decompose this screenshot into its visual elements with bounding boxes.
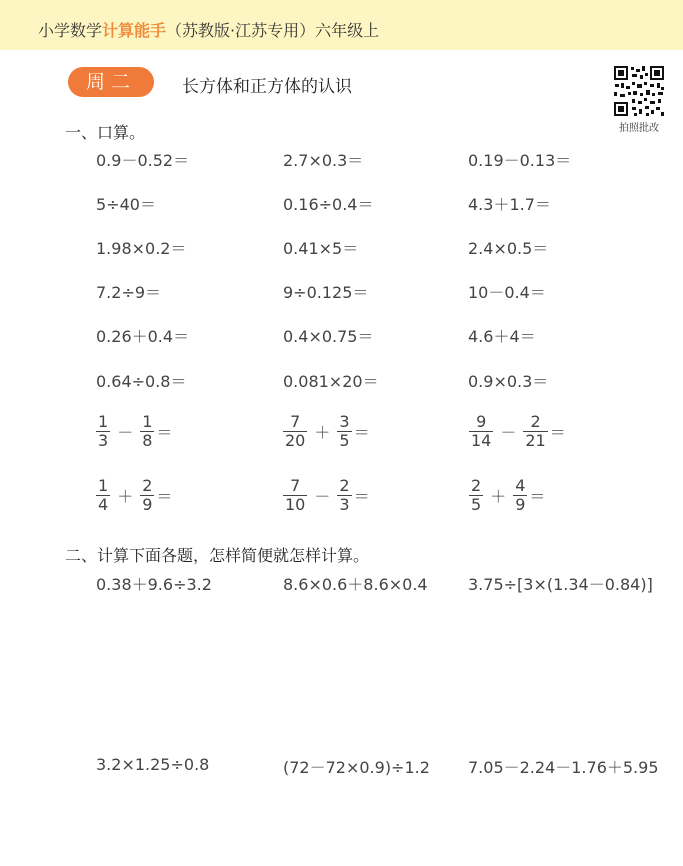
equals-sign: ＝ [549,423,566,442]
numerator: 1 [98,476,109,495]
fraction [513,477,527,514]
fraction [96,477,110,514]
equals-sign: ＝ [353,423,370,442]
denominator: 5 [471,495,482,514]
denominator: 3 [339,495,350,514]
oral-item: 0.19－0.13＝ [468,151,572,170]
denominator: 10 [285,495,306,514]
calc-problem: 7.05－2.24－1.76＋5.95 [468,758,659,777]
section-2-title: 二、计算下面各题，怎样简便就怎样计算。 [65,546,370,565]
oral-item: 4.3＋1.7＝ [468,195,551,214]
fraction [523,413,547,450]
calc-problem: 3.2×1.25÷0.8 [96,755,210,774]
fraction-item [467,477,545,514]
equals-sign: ＝ [529,487,546,506]
lesson-title: 长方体和正方体的认识 [182,77,352,97]
calc-problem: (72－72×0.9)÷1.2 [283,758,430,777]
denominator: 4 [98,495,109,514]
denominator: 8 [142,431,153,450]
fraction-item [94,413,172,450]
operator: ＋ [490,487,507,506]
fraction [337,413,351,450]
book-title-prefix: 小学数学 [38,21,103,40]
numerator: 2 [339,476,350,495]
oral-item: 7.2÷9＝ [96,283,162,302]
numerator: 2 [142,476,153,495]
book-title [38,18,379,41]
oral-item: 4.6＋4＝ [468,327,536,346]
oral-item: 9÷0.125＝ [283,283,369,302]
day-badge: 周二 [68,67,154,97]
oral-item: 0.41×5＝ [283,239,359,258]
operator: － [117,423,134,442]
qr-code-icon [612,64,666,118]
oral-item: 0.9×0.3＝ [468,372,549,391]
qr-label: 拍照批改 [619,123,659,134]
fraction [140,413,154,450]
numerator: 3 [339,412,350,431]
fraction [283,477,307,514]
numerator: 4 [515,476,526,495]
fraction-item [94,477,172,514]
fraction-item [467,413,566,450]
oral-item: 0.16÷0.4＝ [283,195,374,214]
numerator: 7 [290,412,301,431]
page-header [0,0,683,50]
fraction [337,477,351,514]
denominator: 9 [515,495,526,514]
numerator: 2 [530,412,541,431]
oral-item: 1.98×0.2＝ [96,239,187,258]
oral-item: 10－0.4＝ [468,283,546,302]
equals-sign: ＝ [353,487,370,506]
oral-item: 0.64÷0.8＝ [96,372,187,391]
denominator: 9 [142,495,153,514]
denominator: 5 [339,431,350,450]
operator: － [500,423,517,442]
denominator: 14 [471,431,492,450]
section-1-title: 一、口算。 [65,123,146,142]
numerator: 1 [98,412,109,431]
calc-problem: 0.38＋9.6÷3.2 [96,575,212,594]
numerator: 7 [290,476,301,495]
fraction [469,413,493,450]
operator: ＋ [117,487,134,506]
equals-sign: ＝ [156,423,173,442]
denominator: 3 [98,431,109,450]
oral-item: 0.081×20＝ [283,372,379,391]
fraction-item [281,413,370,450]
equals-sign: ＝ [156,487,173,506]
calc-problem: 8.6×0.6＋8.6×0.4 [283,575,428,594]
oral-item: 2.7×0.3＝ [283,151,364,170]
fraction [469,477,483,514]
oral-item: 0.4×0.75＝ [283,327,374,346]
operator: ＋ [314,423,331,442]
oral-item: 2.4×0.5＝ [468,239,549,258]
fraction-item [281,477,370,514]
oral-item: 5÷40＝ [96,195,156,214]
fraction [140,477,154,514]
oral-item: 0.9－0.52＝ [96,151,190,170]
denominator: 20 [285,431,306,450]
oral-item: 0.26＋0.4＝ [96,327,190,346]
numerator: 1 [142,412,153,431]
numerator: 2 [471,476,482,495]
qr-code[interactable] [612,64,666,134]
operator: － [314,487,331,506]
fraction [96,413,110,450]
fraction [283,413,307,450]
book-title-suffix: （苏教版·江苏专用）六年级上 [166,21,380,40]
numerator: 9 [476,412,487,431]
calc-problem: 3.75÷[3×(1.34－0.84)] [468,575,653,594]
book-title-brand: 计算能手 [102,21,167,40]
denominator: 21 [525,431,546,450]
